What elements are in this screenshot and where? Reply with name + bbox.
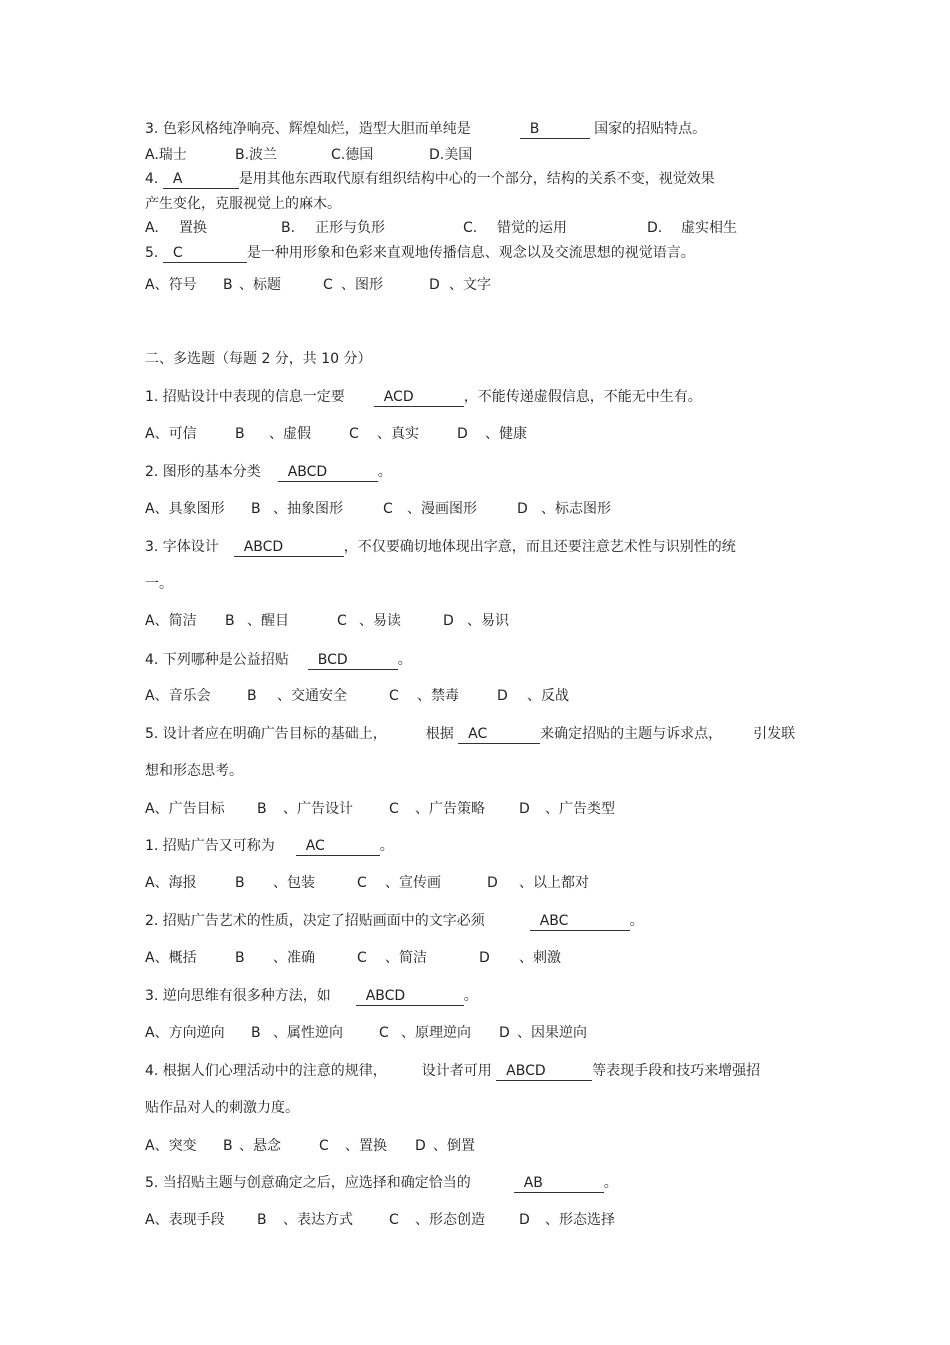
question-text: 一。 <box>145 576 173 592</box>
option: 、漫画图形 <box>407 501 477 517</box>
question-line <box>145 120 706 139</box>
option: D.美国 <box>429 147 473 163</box>
option-letter: C <box>389 688 399 704</box>
question-text: 2. 招贴广告艺术的性质，决定了招贴画面中的文字必须 <box>145 913 485 929</box>
question-number: 3. <box>145 121 159 137</box>
option-letter: D <box>479 950 490 966</box>
option: A、简洁 <box>145 613 197 629</box>
answer-blank: BCD <box>308 651 398 670</box>
option: 、健康 <box>485 426 527 442</box>
options-line <box>145 949 561 967</box>
question-line <box>145 538 736 557</box>
question-line <box>145 1174 618 1193</box>
option: A、方向逆向 <box>145 1025 225 1041</box>
option-letter: D <box>487 875 498 891</box>
option: 、简洁 <box>385 950 427 966</box>
question-line <box>145 195 341 213</box>
option-letter: C <box>337 613 347 629</box>
option: A、表现手段 <box>145 1212 225 1228</box>
option: 、刺激 <box>519 950 561 966</box>
options-line <box>145 276 491 294</box>
option: A、广告目标 <box>145 801 225 817</box>
question-text: ，不仅要确切地体现出字意，而且还要注意艺术性与识别性的统 <box>343 539 736 555</box>
answer-blank: C <box>163 244 247 263</box>
answer-blank: ABCD <box>234 538 344 557</box>
question-text: 5. 当招贴主题与创意确定之后，应选择和确定恰当的 <box>145 1175 471 1191</box>
question-text: 3. 逆向思维有很多种方法，如 <box>145 988 331 1004</box>
option: 、反战 <box>527 688 569 704</box>
options-line <box>145 219 737 237</box>
option-letter: D <box>457 426 468 442</box>
option-letter: C <box>379 1025 389 1041</box>
option-letter: D. <box>647 220 663 236</box>
question-line <box>145 575 173 593</box>
question-text: 。 <box>379 838 394 854</box>
question-line <box>145 762 243 780</box>
question-text: 。 <box>377 464 392 480</box>
question-line <box>145 1099 299 1117</box>
question-text: 产生变化，克服视觉上的麻木。 <box>145 196 341 212</box>
option-letter: B <box>247 688 257 704</box>
option-letter: B <box>223 1138 233 1154</box>
option-letter: D <box>519 801 530 817</box>
option: 、以上都对 <box>519 875 589 891</box>
answer-blank: ACD <box>374 388 464 407</box>
question-line <box>145 987 478 1006</box>
option: 置换 <box>179 220 207 236</box>
question-text: 贴作品对人的刺激力度。 <box>145 1100 299 1116</box>
option: 、宣传画 <box>385 875 441 891</box>
option: A、具象图形 <box>145 501 225 517</box>
option: A.瑞士 <box>145 147 187 163</box>
option: 、形态选择 <box>545 1212 615 1228</box>
option: 、准确 <box>273 950 315 966</box>
options-line <box>145 874 589 892</box>
option: 、置换 <box>345 1138 387 1154</box>
option-letter: B <box>223 277 233 293</box>
option: 、倒置 <box>433 1138 475 1154</box>
option-letter: C. <box>463 220 478 236</box>
answer-blank: ABC <box>530 912 630 931</box>
option: B.波兰 <box>235 147 278 163</box>
question-text: 3. 字体设计 <box>145 539 219 555</box>
option: 正形与负形 <box>315 220 385 236</box>
question-text: 2. 图形的基本分类 <box>145 464 261 480</box>
answer-blank: ABCD <box>496 1062 592 1081</box>
options-line <box>145 800 615 818</box>
option: A、符号 <box>145 277 197 293</box>
option-letter: D <box>443 613 454 629</box>
question-text: 4. 下列哪种是公益招贴 <box>145 652 289 668</box>
question-text: 设计者可用 <box>421 1063 492 1079</box>
option: 、标志图形 <box>541 501 611 517</box>
question-text: 想和形态思考。 <box>145 763 243 779</box>
option-letter: A. <box>145 220 159 236</box>
option: A、音乐会 <box>145 688 211 704</box>
question-text: 。 <box>629 913 644 929</box>
option-letter: C <box>349 426 359 442</box>
question-text: 根据 <box>425 726 454 742</box>
options-line <box>145 687 569 705</box>
option-letter: D <box>519 1212 530 1228</box>
option: 、标题 <box>239 277 281 293</box>
option-letter: B <box>235 426 245 442</box>
answer-blank: ABCD <box>278 463 378 482</box>
answer-blank: A <box>163 170 239 189</box>
option: A、可信 <box>145 426 197 442</box>
question-text: 等表现手段和技巧来增强招 <box>592 1063 761 1079</box>
question-line <box>145 837 394 856</box>
option-letter: B <box>251 501 261 517</box>
question-text: 引发联 <box>753 726 796 742</box>
option: 、包装 <box>273 875 315 891</box>
answer-blank: AB <box>514 1174 604 1193</box>
question-line <box>145 651 412 670</box>
option-letter: C <box>357 950 367 966</box>
option: 、真实 <box>377 426 419 442</box>
question-text: 。 <box>397 652 412 668</box>
question-line <box>145 388 702 407</box>
option-letter: B <box>257 801 267 817</box>
option: 、抽象图形 <box>273 501 343 517</box>
option-letter: D <box>415 1138 426 1154</box>
option-letter: B. <box>281 220 296 236</box>
option: 、易识 <box>467 613 509 629</box>
question-text: 国家的招贴特点。 <box>594 121 707 137</box>
option: 、易读 <box>359 613 401 629</box>
question-text: 。 <box>603 1175 618 1191</box>
option: 、文字 <box>449 277 491 293</box>
question-text: 是用其他东西取代原有组织结构中心的一个部分，结构的关系不变，视觉效果 <box>238 171 715 187</box>
option-letter: B <box>257 1212 267 1228</box>
option: 、属性逆向 <box>273 1025 343 1041</box>
answer-blank: ABCD <box>356 987 464 1006</box>
question-line <box>145 912 644 931</box>
question-line <box>145 1062 760 1081</box>
option: 、图形 <box>341 277 383 293</box>
answer-blank: AC <box>458 725 540 744</box>
option-letter: C <box>383 501 393 517</box>
option: A、海报 <box>145 875 197 891</box>
question-text: 色彩风格纯净响亮、辉煌灿烂，造型大胆而单纯是 <box>162 121 471 137</box>
option-letter: B <box>225 613 235 629</box>
options-line <box>145 1024 587 1042</box>
question-line <box>145 463 392 482</box>
option-letter: B <box>235 875 245 891</box>
answer-blank: B <box>520 120 590 139</box>
question-line <box>145 725 795 744</box>
question-text: 。 <box>463 988 478 1004</box>
question-text: ，不能传递虚假信息，不能无中生有。 <box>463 389 702 405</box>
option-letter: C <box>389 1212 399 1228</box>
question-number: 5. <box>145 245 159 261</box>
option-letter: D <box>517 501 528 517</box>
options-line <box>145 146 472 164</box>
option-letter: B <box>251 1025 261 1041</box>
option: A、突变 <box>145 1138 197 1154</box>
option: 、表达方式 <box>283 1212 353 1228</box>
options-line <box>145 612 509 630</box>
section-title: 二、多选题（每题 2 分，共 10 分） <box>145 351 372 367</box>
options-line <box>145 425 527 443</box>
option: A、概括 <box>145 950 197 966</box>
question-text: 是一种用形象和色彩来直观地传播信息、观念以及交流思想的视觉语言。 <box>246 245 695 261</box>
option-letter: D <box>429 277 440 293</box>
option-letter: C <box>357 875 367 891</box>
option-letter: B <box>235 950 245 966</box>
question-line <box>145 170 715 189</box>
option: 虚实相生 <box>681 220 737 236</box>
answer-blank: AC <box>296 837 380 856</box>
option: 、因果逆向 <box>517 1025 587 1041</box>
option-letter: C <box>319 1138 329 1154</box>
options-line <box>145 1211 615 1229</box>
option: 错觉的运用 <box>497 220 567 236</box>
option: 、广告类型 <box>545 801 615 817</box>
question-text: 来确定招贴的主题与诉求点， <box>540 726 723 742</box>
question-text: 4. 根据人们心理活动中的注意的规律， <box>145 1063 387 1079</box>
option: 、原理逆向 <box>401 1025 471 1041</box>
question-number: 4. <box>145 171 159 187</box>
option: 、广告策略 <box>415 801 485 817</box>
option: 、交通安全 <box>277 688 347 704</box>
question-text: 1. 招贴设计中表现的信息一定要 <box>145 389 345 405</box>
question-text: 1. 招贴广告又可称为 <box>145 838 275 854</box>
option-letter: D <box>497 688 508 704</box>
question-text: 5. 设计者应在明确广告目标的基础上， <box>145 726 387 742</box>
option: 、悬念 <box>239 1138 281 1154</box>
options-line <box>145 1137 475 1155</box>
option: 、禁毒 <box>417 688 459 704</box>
question-line <box>145 244 695 263</box>
option: 、醒目 <box>247 613 289 629</box>
option-letter: D <box>499 1025 510 1041</box>
option: C.德国 <box>331 147 374 163</box>
option-letter: C <box>323 277 333 293</box>
option: 、虚假 <box>269 426 311 442</box>
option-letter: C <box>389 801 399 817</box>
options-line <box>145 500 611 518</box>
option: 、形态创造 <box>415 1212 485 1228</box>
option: 、广告设计 <box>283 801 353 817</box>
